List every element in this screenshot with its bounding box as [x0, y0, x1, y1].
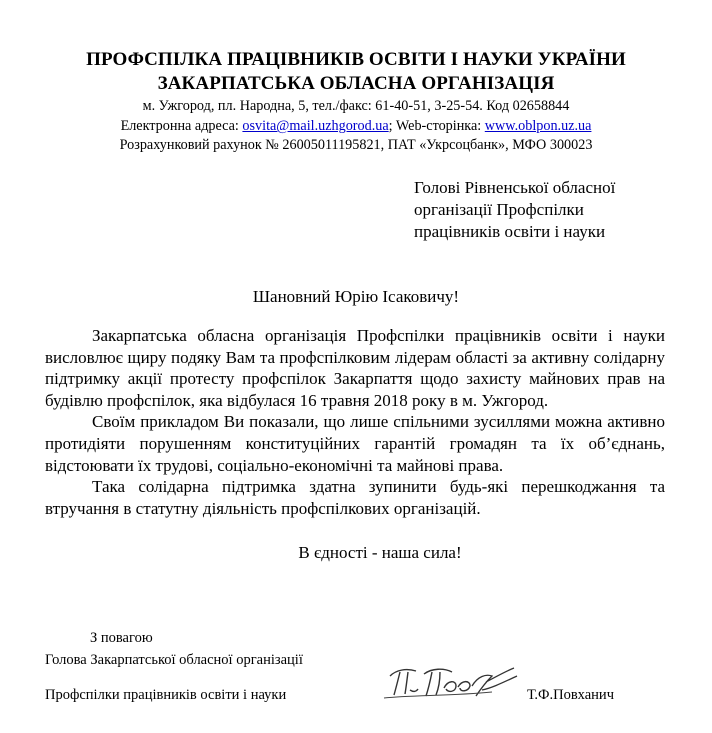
address-line: м. Ужгород, пл. Народна, 5, тел./факс: 61-40-51, 3-25-54. Код 02658844 — [142, 98, 570, 114]
closing: З повагою — [90, 630, 153, 646]
web-label: ; Web-сторінка: — [388, 118, 485, 134]
contacts-line — [0, 118, 712, 135]
email-label: Електронна адреса: — [120, 118, 243, 134]
letter-body — [45, 325, 665, 519]
organization-subtitle: ЗАКАРПАТСЬКА ОБЛАСНА ОРГАНІЗАЦІЯ — [157, 73, 555, 94]
handwritten-signature — [382, 662, 527, 702]
recipient-line-1: Голові Рівненської обласної — [414, 178, 616, 197]
motto: В єдності - наша сила! — [298, 543, 462, 562]
body-paragraph-2: Своїм прикладом Ви показали, що лише спільними зусиллями можна активно протидіяти порушенням конституційних гарантій громадян та їх об’єднань, відстоювати їх трудові, соціально-економічні та майнові права. — [45, 412, 665, 475]
recipient-line-3: працівників освіти і науки — [414, 222, 606, 241]
recipient-line-2: організації Профспілки — [414, 200, 584, 219]
organization-title: ПРОФСПІЛКА ПРАЦІВНИКІВ ОСВІТИ І НАУКИ УКРАЇНИ — [86, 49, 626, 70]
body-paragraph-3: Така солідарна підтримка здатна зупинити будь-які перешкоджання та втручання в статутну діяльність профспілкових організацій. — [45, 477, 665, 518]
signer-position-1: Голова Закарпатської обласної організації — [45, 652, 303, 668]
greeting: Шановний Юрію Ісаковичу! — [252, 287, 460, 306]
email-link[interactable]: osvita@mail.uzhgorod.ua — [242, 118, 389, 134]
signer-position-2: Профспілки працівників освіти і науки — [45, 687, 287, 703]
website-link[interactable]: www.oblpon.uz.ua — [484, 118, 592, 134]
account-line: Розрахунковий рахунок № 26005011195821, ПАТ «Укрсоцбанк», МФО 300023 — [119, 137, 593, 153]
body-paragraph-1: Закарпатська обласна організація Профспілки працівників освіти і науки висловлює щиру подяку Вам та профспілковим лідерам області за активну солідарну підтримку акції протесту профспілок Закарпаття щодо захисту майнових прав на будівлю профспілок, яка відбулася 16 травня 2018 року в м. Ужгород. — [45, 326, 665, 410]
signer-name: Т.Ф.Повханич — [527, 687, 614, 703]
